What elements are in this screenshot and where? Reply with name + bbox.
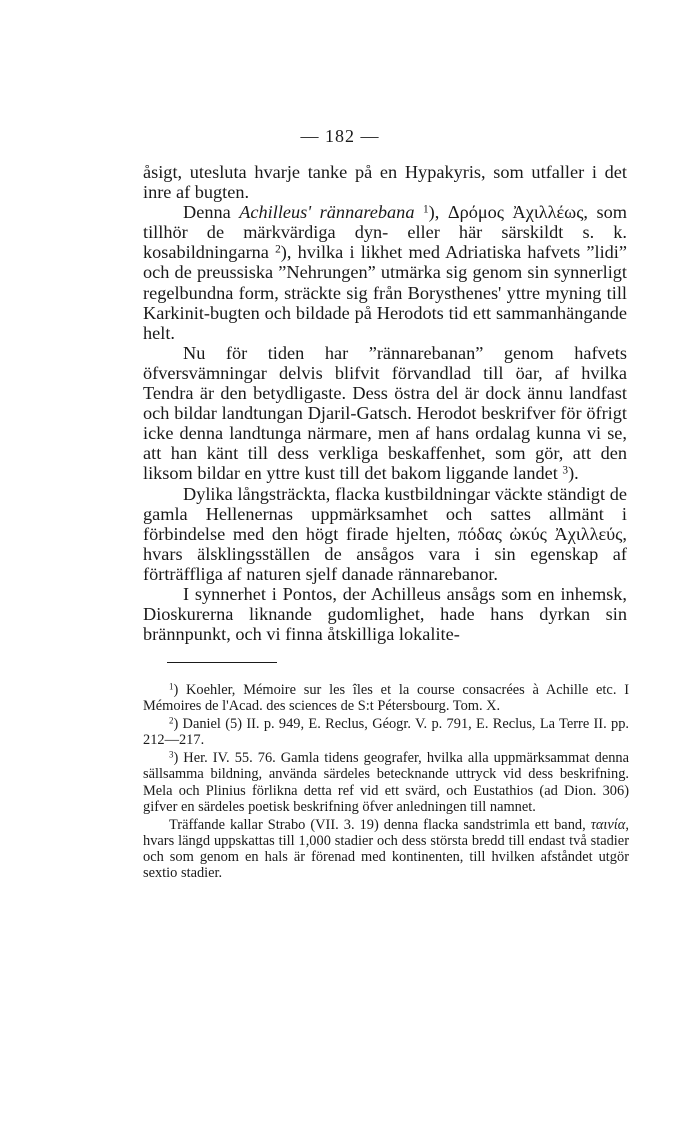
footnote-text: ) Koehler, Mémoire sur les îles et la course consacrées à Achille etc. I Mémoires de l'Acad. des sciences de S:t Pétersbourg. Tom. X. xyxy=(143,682,629,715)
paragraph-text: ), Δρόμος Ἀχιλλέως, som tillhör de märkvärdiga dyn- eller här särskildt s. k. kosabildningarna xyxy=(143,202,627,263)
footnote-3 xyxy=(143,750,629,814)
paragraph-tendra xyxy=(143,343,627,484)
footnote-text: , hvars längd uppskattas till 1,000 stadier och dess största bredd till endast två stadier och som genom en hals är förenad med kontinenten, till hvilken afståndet utgör sextio stadier. xyxy=(143,816,629,882)
paragraph-text: ). xyxy=(568,463,579,484)
footnote-ref-2: 2 xyxy=(275,243,281,256)
italic-term: Achilleus' rännarebana xyxy=(239,202,415,223)
footnote-ref-3: 3 xyxy=(562,464,569,477)
footnote-text: ) Daniel (5) II. p. 949, E. Reclus, Géogr. V. p. 791, E. Reclus, La Terre II. pp. 212—217. xyxy=(143,716,629,749)
paragraph-hellenes: Dylika långsträckta, flacka kustbildningar väckte ständigt de gamla Hellenernas uppmärksamhet och sattes allmänt i förbindelse med den högt firade hjelten, πόδας ὠκύς Ἀχιλλεύς, hvars älsklingsställen de ansågos vara i sin egenskap af förträffliga af naturen sjelf danade rännarebanor. xyxy=(143,483,627,584)
footnote-3-continued xyxy=(143,817,629,881)
footnote-marker: 3 xyxy=(169,749,174,760)
paragraph-continuation: åsigt, utesluta hvarje tanke på en Hypakyris, som utfaller i det inre af bugten. xyxy=(143,162,627,203)
paragraph-text: Nu för tiden har ”rännarebanan” genom hafvets öfversvämningar delvis blifvit förvandlad till öar, af hvilka Tendra är den betydligaste. Dess östra del är dock ännu landfast och bildar landtungan Djaril-Gatsch. Herodot beskrifver för öfrigt icke denna landtunga närmare, men af hans ordalag kunna vi se, att han känt till dess verkliga beskaffenhet, som gör, att den liksom bildar en yttre kust till det bakom liggande landet xyxy=(143,342,627,484)
paragraph-pontos: I synnerhet i Pontos, der Achilleus ansågs som en inhemsk, Dioskurerna liknande gudomlighet, hade hans dyrkan sin brännpunkt, och vi finna åtskilliga lokalite- xyxy=(143,583,627,645)
footnote-marker: 1 xyxy=(169,681,174,692)
paragraph-achilleus-dromos xyxy=(143,202,627,343)
paragraph-text: ), hvilka i likhet med Adriatiska hafvets ”lidi” och de preussiska ”Nehrungen” utmärka sig genom sin synnerligt regelbundna form, sträckte sig från Borysthenes' yttre myning till Karkinit-bugten och bildade på Herodots tid ett sammanhängande helt. xyxy=(143,242,627,343)
footnote-divider xyxy=(167,662,277,663)
footnote-ref-1: 1 xyxy=(422,203,429,216)
paragraph-text: Denna xyxy=(183,202,231,223)
footnote-text: ) Her. IV. 55. 76. Gamla tidens geografer, hvilka alla uppmärksammat denna sällsamma bildning, använda särdeles betecknande uttryck vid dess beskrifning. Mela och Plinius förlikna detta ref vid ett svärd, och Eustathios (ad Dion. 306) gifver en särdeles poetisk beskrifning öfver anledningen till namnet. xyxy=(143,750,629,815)
main-text xyxy=(143,162,627,644)
footnote-text: Träffande kallar Strabo (VII. 3. 19) denna flacka sandstrimla ett band, xyxy=(169,816,586,833)
page-number: — 182 — xyxy=(300,126,380,146)
footnote-marker: 2 xyxy=(169,715,174,726)
footnotes xyxy=(143,682,629,881)
footnote-2 xyxy=(143,716,629,748)
footnote-1 xyxy=(143,682,629,714)
italic-term: ταινία xyxy=(590,816,626,833)
